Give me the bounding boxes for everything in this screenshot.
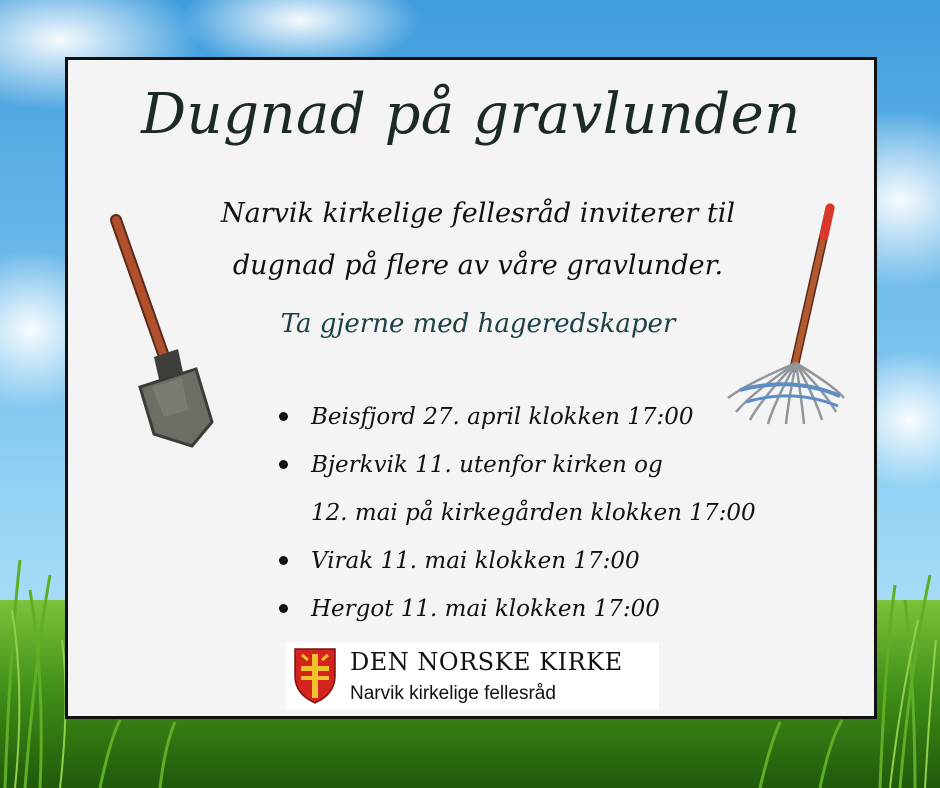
page-title: Dugnad på gravlunden — [141, 82, 801, 147]
intro-tools-note: Ta gjerne med hageredskaper — [280, 309, 676, 339]
church-shield-icon — [292, 646, 338, 706]
bullet-icon — [279, 556, 288, 565]
church-logo — [286, 642, 659, 710]
bullet-icon — [279, 604, 288, 613]
logo-subtitle: Narvik kirkelige fellesråd — [350, 683, 556, 704]
bullet-icon — [279, 412, 288, 421]
event-text: Virak 11. mai klokken 17:00 — [311, 548, 640, 574]
intro-line-2: dugnad på flere av våre gravlunder. — [232, 250, 724, 281]
shovel-icon — [104, 212, 224, 452]
invitation-card — [65, 57, 877, 719]
event-text: Bjerkvik 11. utenfor kirken og — [311, 452, 663, 478]
list-item — [273, 393, 756, 441]
intro-line-1: Narvik kirkelige fellesråd inviterer til — [220, 198, 735, 229]
event-text-continued: 12. mai på kirkegården klokken 17:00 — [311, 500, 756, 526]
event-text: Hergot 11. mai klokken 17:00 — [311, 596, 660, 622]
event-list — [273, 393, 756, 633]
list-item — [273, 585, 756, 633]
logo-name: DEN NORSKE KIRKE — [350, 648, 623, 676]
event-text: Beisfjord 27. april klokken 17:00 — [311, 404, 694, 430]
list-item — [273, 441, 756, 537]
list-item — [273, 537, 756, 585]
bullet-icon — [279, 460, 288, 469]
